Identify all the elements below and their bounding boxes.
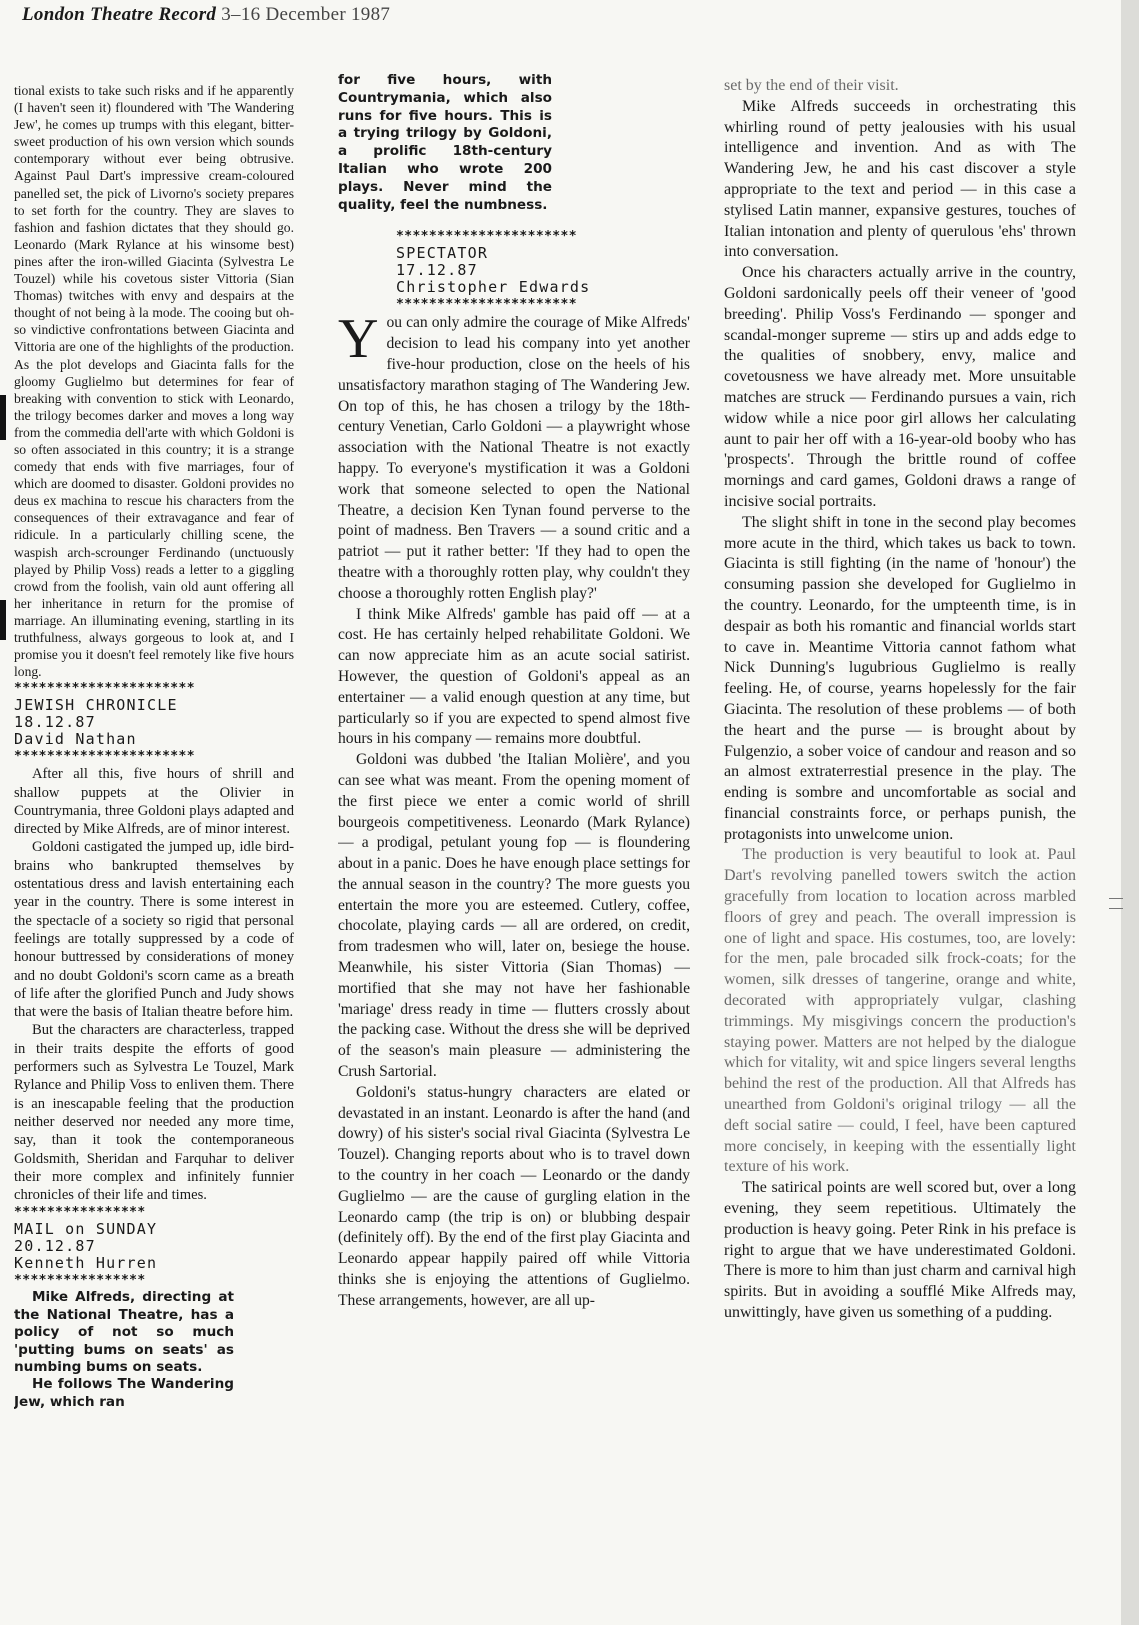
review-paragraph: The production is very beautiful to look at. Paul Dart's revolving panelled towers switch the action gracefully from location to location across marbled floors of grey and peach. The overall impression is one of light and space. His costumes, too, are lovely: for the men, pale brocaded silk frock-coats; for the women, silk dresses of tangerine, orange and white, decorated with appropriately vulgar, clashing trimmings. My misgivings concern the production's staying power. Matters are not helped by the dialogue which for vitality, wit and spice lingers several lengths behind the rest of the production. All that Alfreds has unearthed from Goldoni's original trilogy — all the deft social satire — could, I feel, have been captured more concisely, in keeping with the essentially light texture of his work.: [724, 846, 1076, 1176]
review-paragraph: The slight shift in tone in the second play becomes more acute in the third, which takes us back to town. Giacinta is still fighting (in the name of 'honour') the consuming passion she developed for Guglielmo in the country. Leonardo, for the umpteenth time, is in despair as both his romantic and financial worlds start to cave in. Meantime Vittoria cannot fathom what Nick Dunning's lugubrious Guglielmo is really feeling. He, of course, yearns hopelessly for the fair Giacinta. The resolution of these problems — of both the heart and the purse — is brought about by Fulgenzio, a sober voice of candour and reason and so an almost extraterrestial presence in the play. The ending is sombre and uncomfortable as social and financial constraints force, or perhaps punish, the protagonists into unwelcome union.: [724, 513, 1076, 843]
review-paragraph-bold: He follows The Wandering Jew, which ran: [14, 1376, 234, 1410]
separator-stars: **********************: [14, 681, 195, 697]
review-paragraph: Goldoni was dubbed 'the Italian Molière', and you can see what was meant. From the opening moment of the first piece we enter a comic world of shrill bourgeois competitiveness. Leonardo (Mark Rylance) — a prodigal, petulant young fop — is floundering about in a panic. Does he have enough place settings for the annual season in the country? The more guests you entertain the more you are esteemed. Cutlery, coffee, chocolate, playing cards — all are ordered, on credit, from tradesmen who will, later on, besiege the house. Meanwhile, his sister Vittoria (Sian Thomas) — mortified that she may not have her fashionable 'mariage' dress ready in time — flutters crossly about the packing case. Without the dress she will be deprived of the season's main pleasure — administering the Crush Sartorial.: [338, 751, 690, 1081]
review-source-date: 20.12.87: [14, 1237, 96, 1256]
review-paragraph: Goldoni castigated the jumped up, idle bird-brains who bankrupted themselves by ostentatious dress and lavish entertaining each year in the country. There is some interest in the spectacle of a society so rigid that personal feelings are totally suppressed by a code of honour buttressed by considerations of money and no doubt Goldoni's scorn came as a breath of life after the glorified Punch and Judy shows that were the basis of Italian theatre before him.: [14, 839, 294, 1021]
review-paragraph: I think Mike Alfreds' gamble has paid off — at a cost. He has certainly helped rehabilitate Goldoni. We can now appreciate him as an acute social satirist. However, the question of Goldoni's appeal as an entertainer — a valid enough question at any time, but particularly so if you are expected to spend almost five hours in his company — remains more doubtful.: [338, 605, 690, 748]
separator-stars: ****************: [14, 1205, 146, 1221]
review-paragraph-bold: for five hours, with Countrymania, which also runs for five hours. This is a trying trilogy by Goldoni, a prolific 18th-century Italian who wrote 200 plays. Never mind the quality, feel the numbness.: [338, 72, 552, 213]
review-paragraph: But the characters are characterless, trapped in their traits despite the efforts of good performers such as Sylvestra Le Touzel, Mark Rylance and Philip Voss to enliven them. There is an inescapable feeling that the production neither deserved nor needed any more time, say, than it took the contemporaneous Goldsmith, Sheridan and Farquhar to deliver their more complex and infinitely funnier chronicles of their life and times.: [14, 1022, 294, 1204]
separator-stars: **********************: [14, 749, 195, 765]
review-paragraph: After all this, five hours of shrill and shallow puppets at the Olivier in Countrymania, three Goldoni plays adapted and directed by Mike Alfreds, are of minor interest.: [14, 766, 294, 838]
review-source-paper: SPECTATOR: [396, 244, 489, 263]
review-text: tional exists to take such risks and if he apparently (I haven't seen it) floundered with 'The Wandering Jew', he comes up trumps with this elegant, bitter-sweet production of his own version which sounds contemporary without ever being obtrusive. Against Paul Dart's impressive cream-coloured panelled set, the pick of Livorno's society prepares to set forth for the country. They are slaves to fashion and fashion dictates that they should go. Leonardo (Mark Rylance at his winsome best) pines after the iron-willed Giacinta (Sylvestra Le Touzel) while his covetous sister Vittoria (Sian Thomas) twitches with envy and despairs at the thought of not being à la mode. The cooing but oh-so vindictive confrontations between Giacinta and Vittoria are one of the highlights of the production. As the plot develops and Giacinta falls for the gloomy Guglielmo but determines for fear of breaking with convention to stick with Leonardo, the trilogy becomes darker and moves a long way from the commedia dell'arte with which Goldoni is so often associated in this country; it is a strange comedy that ends with five marriages, four of which are doomed to disaster. Goldoni provides no deus ex machina to rescue his characters from the consequences of their extravagance and fear of ridicule. In a particularly chilling scene, the waspish arch-scrounger Ferdinando (unctuously played by Philip Voss) reads a letter to a giggling crowd from the foolish, vain old aunt offering all her inheritance in return for the promise of marriage. An illuminating evening, startling in its truthfulness, always gorgeous to look at, and I promise you it doesn't feel remotely like five hours long.: [14, 83, 294, 680]
review-paragraph: Once his characters actually arrive in the country, Goldoni sardonically peels off their veneer of 'good breeding'. Philip Voss's Ferdinando — sponger and scandal-monger supreme — stirs up and adds edge to the qualities of snobbery, envy, malice and covetousness we have already met. More unsuitable matches are struck — Ferdinando pursues a vain, rich widow while a nice poor girl allows her calculating aunt to pair her off with a 16-year-old booby who has 'prospects'. Through the brittle round of coffee mornings and card games, Goldoni draws a range of incisive social portraits.: [724, 264, 1076, 510]
review-source-date: 17.12.87: [396, 261, 478, 280]
review-source-author: Christopher Edwards: [396, 278, 591, 297]
separator-stars: ****************: [14, 1273, 146, 1289]
review-paragraph: set by the end of their visit.: [724, 77, 899, 94]
review-paragraph: [338, 308, 690, 604]
review-source-paper: MAIL on SUNDAY: [14, 1220, 158, 1239]
review-source-date: 18.12.87: [14, 713, 96, 732]
review-paragraph: The satirical points are well scored but, over a long evening, they seem repetitious. Ultimately the production is heavy going. Peter Rink in his preface is right to argue that we have underestimated Goldoni. There is more to him than just charm and carnival high spirits. But in avoiding a soufflé Mike Alfreds may, unwittingly, have given us something of a pudding.: [724, 1179, 1076, 1322]
margin-mark: [0, 395, 6, 440]
review-source-author: David Nathan: [14, 730, 137, 749]
column-1: [14, 82, 294, 1617]
page-header: [22, 4, 390, 26]
column-2: [338, 72, 690, 1607]
review-paragraph-bold: Mike Alfreds, directing at the National Theatre, has a policy of not so much 'putting bums on seats' as numbing bums on seats.: [14, 1289, 234, 1376]
margin-dash: [1109, 898, 1123, 909]
column-3: [724, 76, 1076, 1621]
publication-title: London Theatre Record: [22, 4, 217, 25]
review-source-author: Kenneth Hurren: [14, 1254, 158, 1273]
review-paragraph: Goldoni's status-hungry characters are elated or devastated in an instant. Leonardo is after the hand (and dowry) of his sister's social rival Giacinta (Sylvestra Le Touzel). Changing reports about who is to travel down to the country in her coach — Leonardo or the dandy Guglielmo — are the cause of gurgling elation in the Leonardo camp (the trip is on) or blubbing despair (definitely off). By the end of the first play Giacinta and Leonardo appear happily paired off while Vittoria thinks she is enjoying the attentions of Guglielmo. These arrangements, however, are all up-: [338, 1083, 690, 1309]
separator-stars: **********************: [396, 229, 577, 245]
review-source-paper: JEWISH CHRONICLE: [14, 696, 178, 715]
review-paragraph: Mike Alfreds succeeds in orchestrating this whirling round of petty jealousies with his usual intelligence and invention. And as with The Wandering Jew, he and his cast discover a style appropriate to the text and period — in this case a stylised Latin manner, expansive gestures, touches of Italian intonation and plenty of querulous 'ehs' thrown into conversation.: [724, 97, 1076, 261]
issue-date: 3–16 December 1987: [221, 4, 391, 25]
separator-stars: **********************: [396, 297, 577, 313]
review-paragraph-text: ou can only admire the courage of Mike Alfreds' decision to lead his company into yet another five-hour production, close on the heels of his unsatisfactory marathon staging of The Wandering Jew. On top of this, he has chosen a trilogy by the 18th-century Venetian, Carlo Goldoni — a playwright whose association with the National Theatre is not exactly happy. To everyone's mystification it was a Goldoni work that someone selected to open the National Theatre, a decision Ken Tynan found perverse to the point of madness. Ben Travers — a sound critic and a patriot — put it rather better: 'If they had to open the theatre with a thoroughly rotten play, why couldn't they choose a thoroughly rotten English play?': [338, 314, 690, 602]
drop-cap: Y: [338, 308, 379, 371]
margin-mark: [0, 600, 6, 640]
scan-edge: [1121, 0, 1139, 1625]
